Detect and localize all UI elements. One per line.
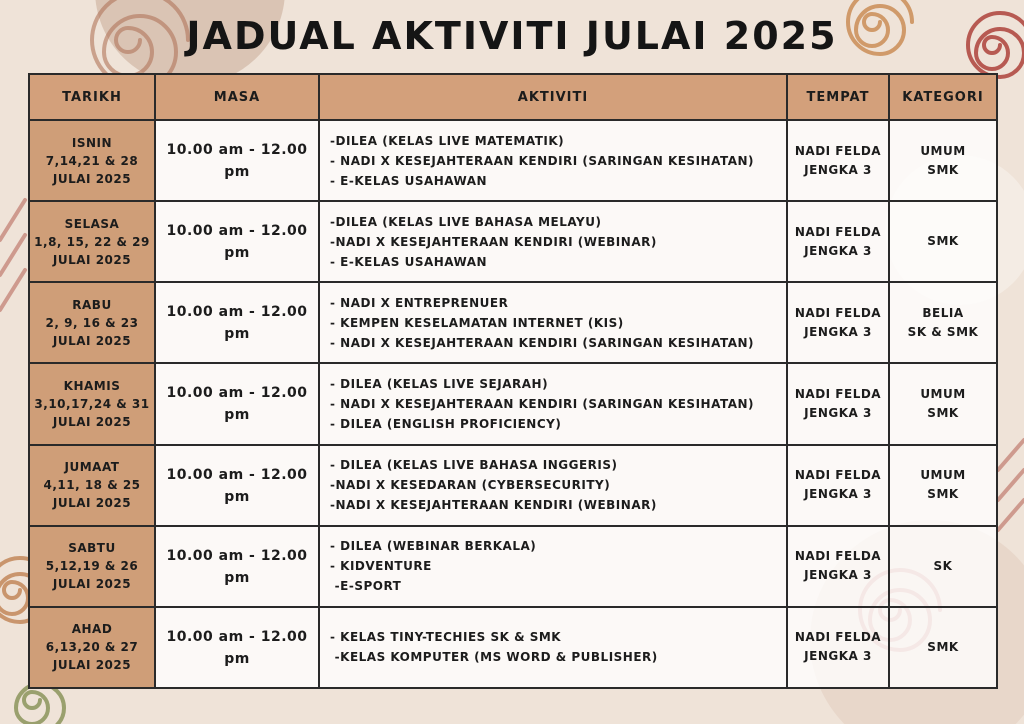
place-line: NADI FELDA xyxy=(794,386,882,401)
place-line: NADI FELDA xyxy=(794,305,882,320)
stripe-shape xyxy=(998,440,1024,530)
category-cell xyxy=(889,363,997,444)
date-cell xyxy=(29,363,155,444)
day-name: SELASA xyxy=(64,216,120,231)
place-cell xyxy=(787,201,889,282)
day-dates: 5,12,19 & 26 xyxy=(45,559,139,574)
date-cell xyxy=(29,120,155,201)
time-cell: 10.00 am - 12.00 pm xyxy=(155,363,319,444)
category-line: UMUM xyxy=(920,468,966,483)
place-cell xyxy=(787,120,889,201)
activity-cell xyxy=(319,445,787,526)
day-month: JULAI 2025 xyxy=(52,414,132,429)
date-cell xyxy=(29,607,155,688)
activity-item: - NADI X KESEJAHTERAAN KENDIRI (SARINGAN KESIHATAN) xyxy=(330,335,755,350)
activity-item: - E-KELAS USAHAWAN xyxy=(330,173,488,188)
table-row xyxy=(29,526,997,607)
date-cell xyxy=(29,282,155,363)
category-cell xyxy=(889,120,997,201)
day-month: JULAI 2025 xyxy=(52,171,132,186)
table-row xyxy=(29,363,997,444)
date-cell xyxy=(29,445,155,526)
day-name: ISNIN xyxy=(71,135,113,150)
activity-cell xyxy=(319,363,787,444)
activity-item: - DILEA (WEBINAR BERKALA) xyxy=(330,539,537,554)
activity-item: - NADI X KESEJAHTERAAN KENDIRI (SARINGAN KESIHATAN) xyxy=(330,396,755,411)
place-line: JENGKA 3 xyxy=(804,487,872,502)
activity-cell xyxy=(319,526,787,607)
activity-item: -DILEA (KELAS LIVE MATEMATIK) xyxy=(330,133,565,148)
day-month: JULAI 2025 xyxy=(52,252,132,267)
activity-item: - NADI X KESEJAHTERAAN KENDIRI (SARINGAN KESIHATAN) xyxy=(330,153,755,168)
date-cell xyxy=(29,526,155,607)
place-line: JENGKA 3 xyxy=(804,243,872,258)
activity-item: - DILEA (KELAS LIVE SEJARAH) xyxy=(330,376,549,391)
category-line: BELIA xyxy=(922,305,964,320)
category-cell xyxy=(889,607,997,688)
activity-item: -NADI X KESEJAHTERAAN KENDIRI (WEBINAR) xyxy=(330,234,657,249)
category-line: SMK xyxy=(927,234,959,249)
activity-cell xyxy=(319,201,787,282)
place-cell xyxy=(787,526,889,607)
activity-item: - KEMPEN KESELAMATAN INTERNET (KIS) xyxy=(330,315,624,330)
table-row xyxy=(29,282,997,363)
activity-item: - DILEA (ENGLISH PROFICIENCY) xyxy=(330,416,562,431)
category-line: UMUM xyxy=(920,386,966,401)
time-cell: 10.00 am - 12.00 pm xyxy=(155,201,319,282)
activity-item: -E-SPORT xyxy=(330,579,402,594)
place-cell xyxy=(787,282,889,363)
place-line: JENGKA 3 xyxy=(804,405,872,420)
day-dates: 2, 9, 16 & 23 xyxy=(45,315,139,330)
day-month: JULAI 2025 xyxy=(52,333,132,348)
place-line: JENGKA 3 xyxy=(804,649,872,664)
activity-item: -KELAS KOMPUTER (MS WORD & PUBLISHER) xyxy=(330,650,658,665)
category-line: SMK xyxy=(927,487,959,502)
time-cell: 10.00 am - 12.00 pm xyxy=(155,445,319,526)
day-dates: 3,10,17,24 & 31 xyxy=(34,396,150,411)
day-month: JULAI 2025 xyxy=(52,577,132,592)
date-cell xyxy=(29,201,155,282)
category-line: SMK xyxy=(927,639,959,654)
category-cell xyxy=(889,445,997,526)
place-line: JENGKA 3 xyxy=(804,324,872,339)
time-cell: 10.00 am - 12.00 pm xyxy=(155,607,319,688)
day-dates: 1,8, 15, 22 & 29 xyxy=(34,234,150,249)
table-row xyxy=(29,120,997,201)
category-line: UMUM xyxy=(920,143,966,158)
time-cell: 10.00 am - 12.00 pm xyxy=(155,120,319,201)
table-row xyxy=(29,445,997,526)
table-row xyxy=(29,201,997,282)
column-header-aktiviti: AKTIVITI xyxy=(319,74,787,120)
activity-item: - KELAS TINY-TECHIES SK & SMK xyxy=(330,630,562,645)
header-row xyxy=(29,74,997,120)
activity-item: - DILEA (KELAS LIVE BAHASA INGGERIS) xyxy=(330,458,618,473)
stripe-shape xyxy=(0,200,25,310)
place-line: NADI FELDA xyxy=(794,630,882,645)
activity-item: - NADI X ENTREPRENUER xyxy=(330,295,509,310)
place-line: NADI FELDA xyxy=(794,143,882,158)
category-line: SK xyxy=(933,558,953,573)
activity-item: -NADI X KESEJAHTERAAN KENDIRI (WEBINAR) xyxy=(330,498,657,513)
category-line: SK & SMK xyxy=(907,324,979,339)
schedule-table xyxy=(28,73,998,689)
day-month: JULAI 2025 xyxy=(52,496,132,511)
category-cell xyxy=(889,526,997,607)
activity-item: - E-KELAS USAHAWAN xyxy=(330,254,488,269)
day-name: AHAD xyxy=(71,622,113,637)
place-cell xyxy=(787,607,889,688)
place-cell xyxy=(787,363,889,444)
day-name: SABTU xyxy=(68,541,116,556)
activity-item: - KIDVENTURE xyxy=(330,559,432,574)
activity-cell xyxy=(319,607,787,688)
swirl-icon xyxy=(16,684,64,724)
activity-item: -NADI X KESEDARAN (CYBERSECURITY) xyxy=(330,478,611,493)
day-dates: 4,11, 18 & 25 xyxy=(43,478,141,493)
table-row xyxy=(29,607,997,688)
page-title: JADUAL AKTIVITI JULAI 2025 xyxy=(186,14,838,58)
category-line: SMK xyxy=(927,405,959,420)
day-dates: 6,13,20 & 27 xyxy=(45,640,139,655)
place-line: NADI FELDA xyxy=(794,549,882,564)
activity-item: -DILEA (KELAS LIVE BAHASA MELAYU) xyxy=(330,214,602,229)
day-dates: 7,14,21 & 28 xyxy=(45,153,139,168)
column-header-tarikh: TARIKH xyxy=(29,74,155,120)
activity-cell xyxy=(319,282,787,363)
day-name: KHAMIS xyxy=(63,378,121,393)
time-cell: 10.00 am - 12.00 pm xyxy=(155,282,319,363)
column-header-tempat: TEMPAT xyxy=(787,74,889,120)
place-line: JENGKA 3 xyxy=(804,162,872,177)
place-cell xyxy=(787,445,889,526)
day-name: RABU xyxy=(72,297,112,312)
day-month: JULAI 2025 xyxy=(52,658,132,673)
place-line: JENGKA 3 xyxy=(804,568,872,583)
day-name: JUMAAT xyxy=(64,460,120,475)
column-header-masa: MASA xyxy=(155,74,319,120)
category-cell xyxy=(889,201,997,282)
activity-cell xyxy=(319,120,787,201)
category-cell xyxy=(889,282,997,363)
time-cell: 10.00 am - 12.00 pm xyxy=(155,526,319,607)
place-line: NADI FELDA xyxy=(794,224,882,239)
column-header-kategori: KATEGORI xyxy=(889,74,997,120)
place-line: NADI FELDA xyxy=(794,468,882,483)
category-line: SMK xyxy=(927,162,959,177)
